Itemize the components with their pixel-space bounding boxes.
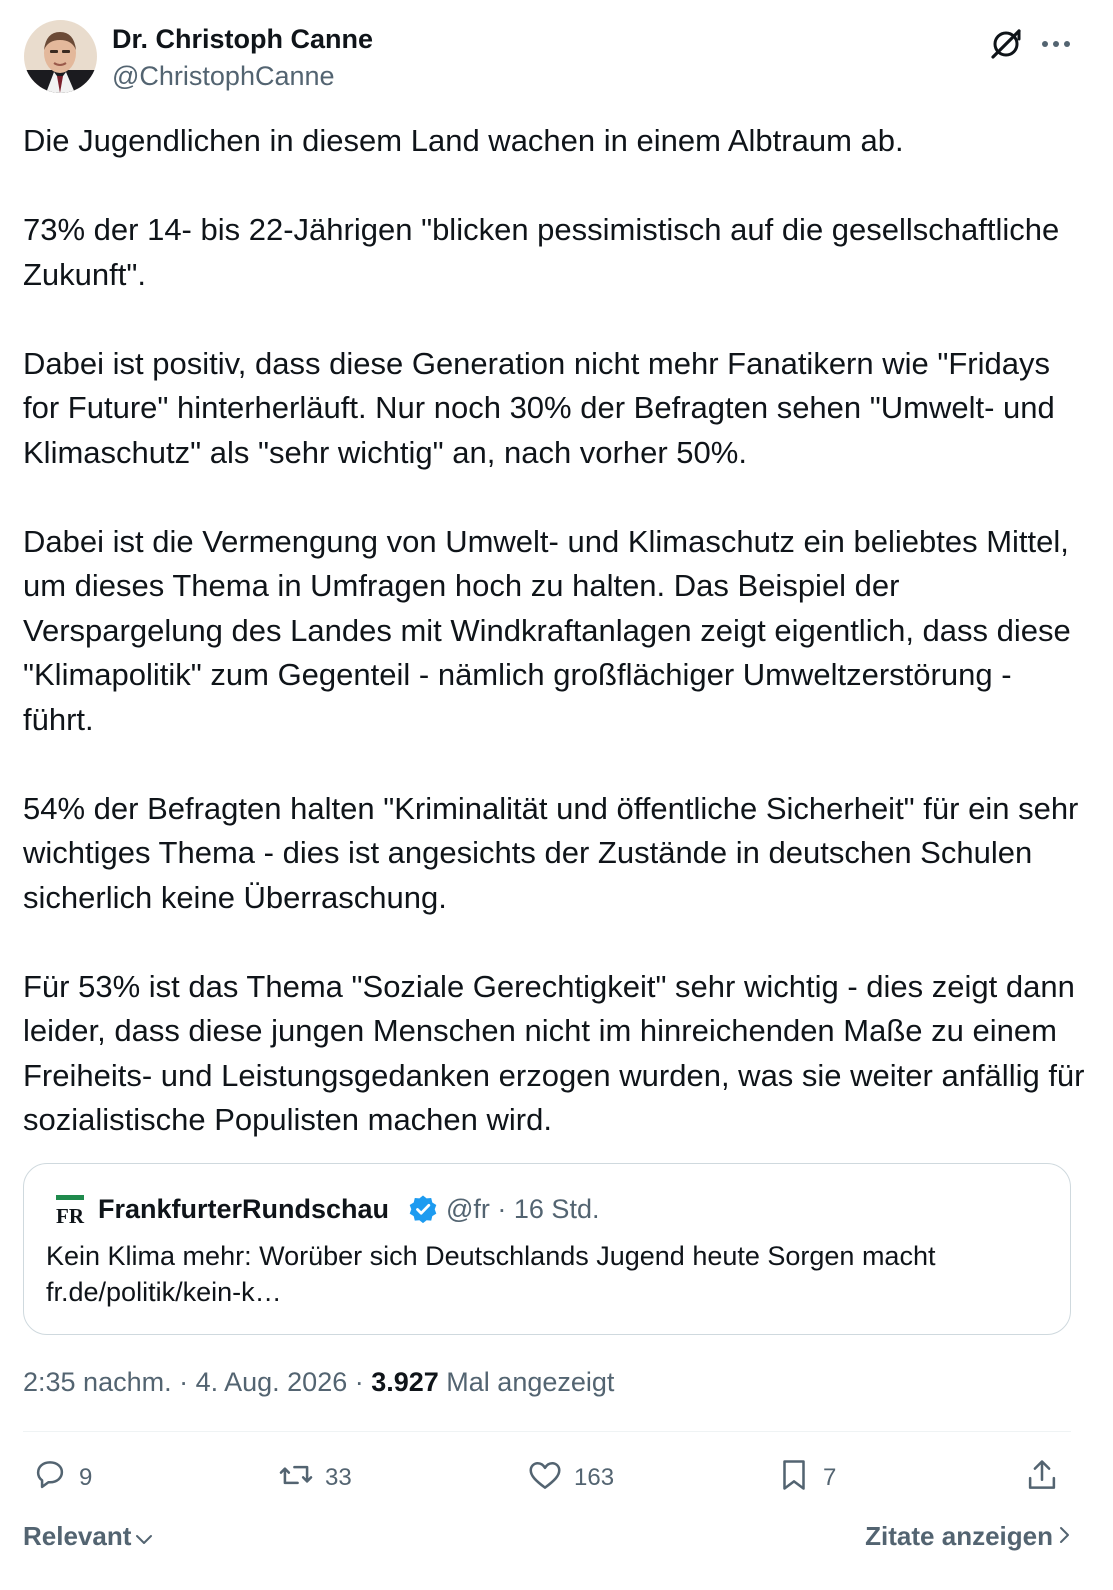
divider <box>23 1431 1071 1432</box>
bookmark-button[interactable] <box>775 1452 836 1504</box>
chevron-right-icon <box>1057 1515 1071 1557</box>
tweet-paragraph: Dabei ist positiv, dass diese Generation nicht mehr Fanatikern wie "Fridays for Future" hinterherläuft. Nur noch 30% der Befragten sehen "Umwelt- und Klimaschutz" als "sehr wichtig" an, nach vorher 50%. <box>23 345 1055 470</box>
tweet-paragraph: 54% der Befragten halten "Kriminalität und öffentliche Sicherheit" für ein sehr wichtiges Thema - dies ist angesichts der Zustände in deutschen Schulen sicherlich keine Überraschung. <box>23 790 1079 915</box>
tweet-text <box>23 119 1089 1143</box>
reply-button[interactable] <box>31 1452 92 1504</box>
quoted-handle-time: @fr · 16 Std. <box>446 1194 600 1224</box>
repost-button[interactable] <box>277 1452 352 1504</box>
chevron-down-icon <box>135 1515 153 1557</box>
tweet-paragraph: Für 53% ist das Thema "Soziale Gerechtigkeit" sehr wichtig - dies zeigt dann leider, dass diese jungen Menschen nicht im hinreichenden Maße zu einem Freiheits- und Leistungsgedanken erzogen wurden, was sie weiter anfällig für sozialistische Populisten machen wird. <box>23 968 1085 1137</box>
time-date[interactable]: 2:35 nachm. · 4. Aug. 2026 · <box>23 1367 372 1397</box>
like-button[interactable] <box>526 1452 614 1504</box>
tweet-header <box>24 20 1090 96</box>
quotes-label: Zitate anzeigen <box>865 1521 1053 1551</box>
repost-icon <box>277 1456 315 1501</box>
tweet-paragraph: Die Jugendlichen in diesem Land wachen in einem Albtraum ab. <box>23 123 904 158</box>
sort-replies-dropdown[interactable] <box>23 1515 153 1557</box>
author-handle[interactable]: @ChristophCanne <box>112 61 335 91</box>
tweet-timestamp <box>23 1362 614 1402</box>
grok-icon[interactable] <box>986 24 1026 64</box>
bookmark-icon <box>775 1456 813 1501</box>
action-bar <box>23 1452 1071 1504</box>
verified-badge-icon <box>408 1194 438 1224</box>
heart-icon <box>526 1456 564 1501</box>
quoted-tweet-card[interactable] <box>23 1163 1071 1335</box>
frankfurter-rundschau-logo <box>54 1194 86 1226</box>
bookmark-count: 7 <box>823 1464 837 1491</box>
avatar[interactable] <box>24 20 97 93</box>
show-quotes-link[interactable] <box>865 1515 1071 1557</box>
repost-count: 33 <box>325 1464 352 1491</box>
reply-count: 9 <box>79 1464 93 1491</box>
quoted-author-name[interactable]: FrankfurterRundschau <box>98 1194 390 1224</box>
more-options-icon[interactable] <box>1034 24 1078 64</box>
sort-label: Relevant <box>23 1521 132 1551</box>
replies-footer <box>23 1515 1071 1557</box>
tweet-paragraph: Dabei ist die Vermengung von Umwelt- und Klimaschutz ein beliebtes Mittel, um dieses Thema in Umfragen hoch zu halten. Das Beispiel der Verspargelung des Landes mit Windkraftanlagen zeigt eigentlich, dass diese "Klimapolitik" zum Gegenteil - nämlich großflächiger Umweltzerstörung - führt. <box>23 523 1071 737</box>
quoted-tweet-text: Kein Klima mehr: Worüber sich Deutschlands Jugend heute Sorgen macht fr.de/politik/kein-k… <box>46 1241 936 1307</box>
svg-text:FR: FR <box>56 1204 84 1226</box>
author-display-name[interactable]: Dr. Christoph Canne <box>112 24 374 54</box>
tweet-paragraph: 73% der 14- bis 22-Jährigen "blicken pessimistisch auf die gesellschaftliche Zukunft". <box>23 212 1060 292</box>
like-count: 163 <box>574 1464 615 1491</box>
reply-icon <box>31 1456 69 1501</box>
views-count: 3.927 <box>371 1367 439 1397</box>
share-button[interactable] <box>1023 1452 1061 1504</box>
share-icon <box>1023 1456 1061 1501</box>
views-label: Mal angezeigt <box>438 1367 615 1397</box>
